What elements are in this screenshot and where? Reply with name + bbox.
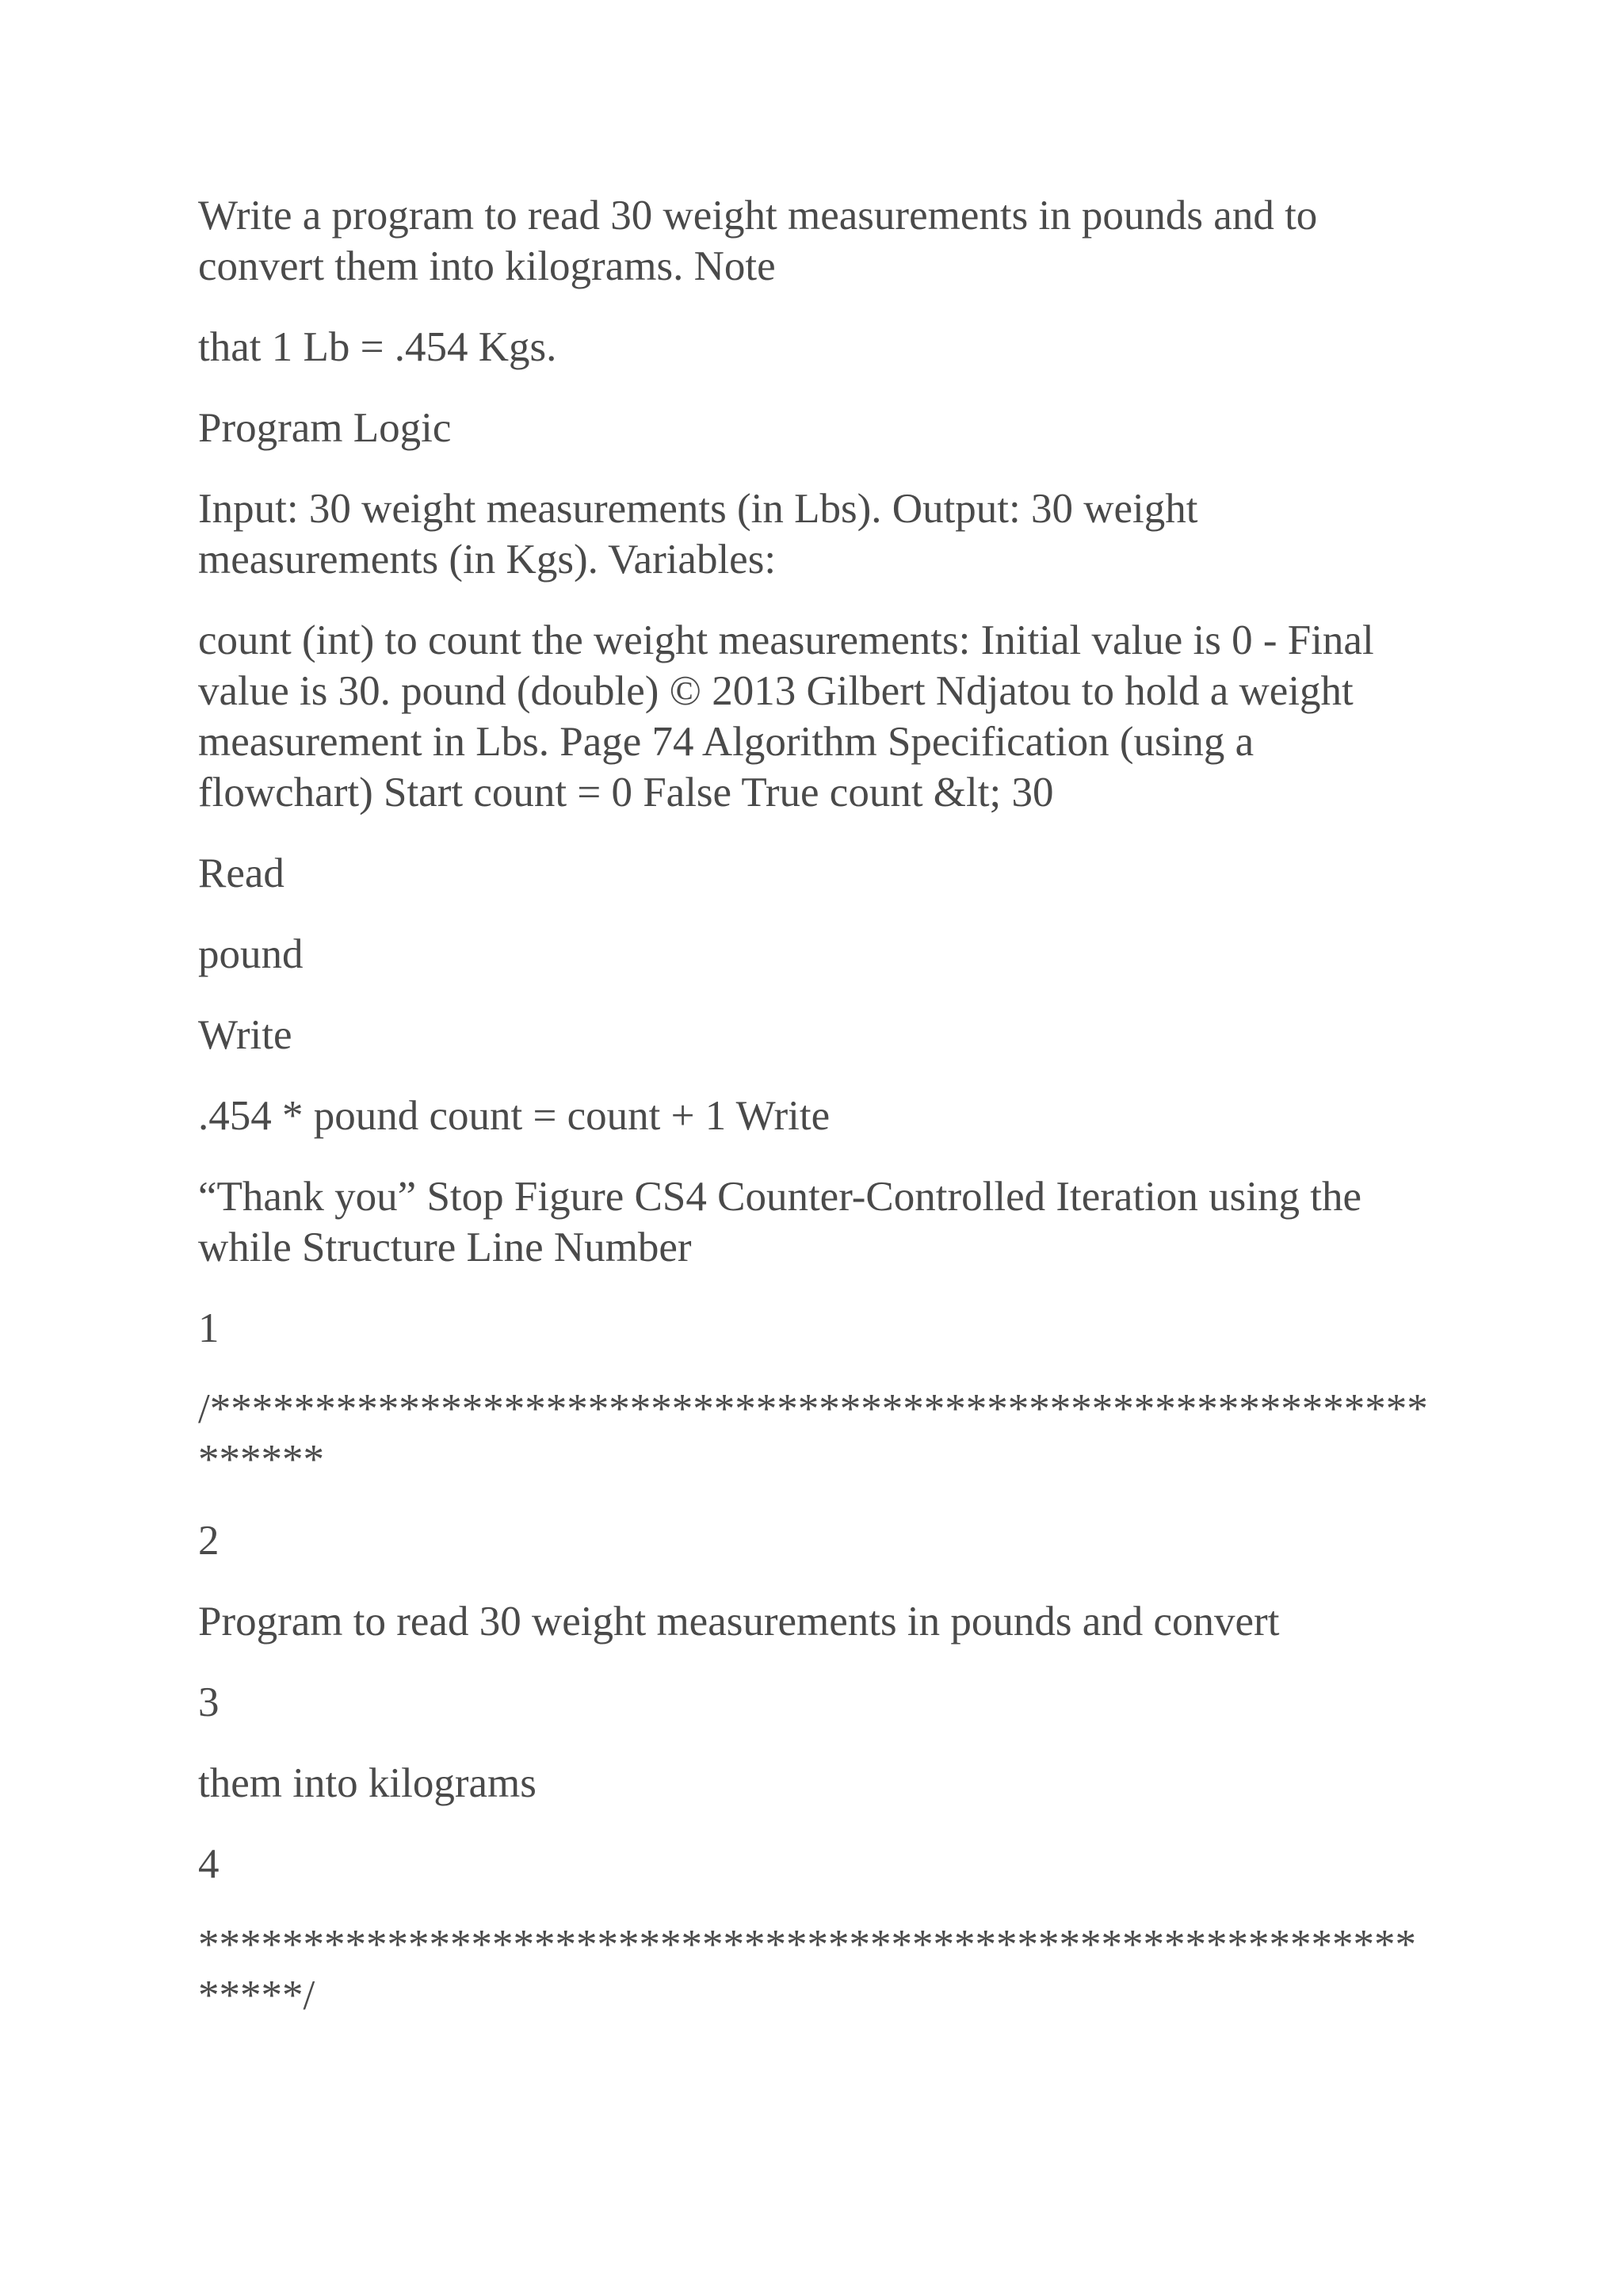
- paragraph-pound: pound: [198, 931, 304, 977]
- paragraph-input-output: Input: 30 weight measurements (in Lbs). Output: 30 weight measurements (in Kgs). Variables:: [198, 486, 1198, 583]
- code-comment-line-1: Program to read 30 weight measurements in pounds and convert: [198, 1599, 1280, 1645]
- line-number-3: 3: [198, 1679, 220, 1725]
- paragraph-variables: count (int) to count the weight measurements: Initial value is 0 - Final value is 30. pound (double) © 2013 Gilbert Ndjatou to hold a weight measurement in Lbs. Page 74 Algorithm Specification (using a flowchart) Start count = 0 False True count &lt; 30: [198, 617, 1374, 816]
- line-number-4: 4: [198, 1841, 220, 1887]
- document-body: [198, 190, 1434, 2051]
- paragraph-write: Write: [198, 1012, 292, 1058]
- line-number-1: 1: [198, 1305, 220, 1351]
- code-comment-open: /****************************************************************: [198, 1386, 1428, 1483]
- paragraph-conversion-factor: that 1 Lb = .454 Kgs.: [198, 324, 557, 370]
- line-number-2: 2: [198, 1518, 220, 1564]
- paragraph-read: Read: [198, 850, 285, 896]
- paragraph-task-statement: Write a program to read 30 weight measurements in pounds and to convert them into kilograms. Note: [198, 193, 1318, 289]
- paragraph-figure-caption: “Thank you” Stop Figure CS4 Counter-Controlled Iteration using the while Structure Line Number: [198, 1174, 1362, 1270]
- paragraph-program-logic-heading: Program Logic: [198, 405, 452, 451]
- code-comment-close: ***************************************************************/: [198, 1922, 1416, 2019]
- code-comment-line-2: them into kilograms: [198, 1760, 537, 1806]
- paragraph-flowchart-step: .454 * pound count = count + 1 Write: [198, 1093, 831, 1139]
